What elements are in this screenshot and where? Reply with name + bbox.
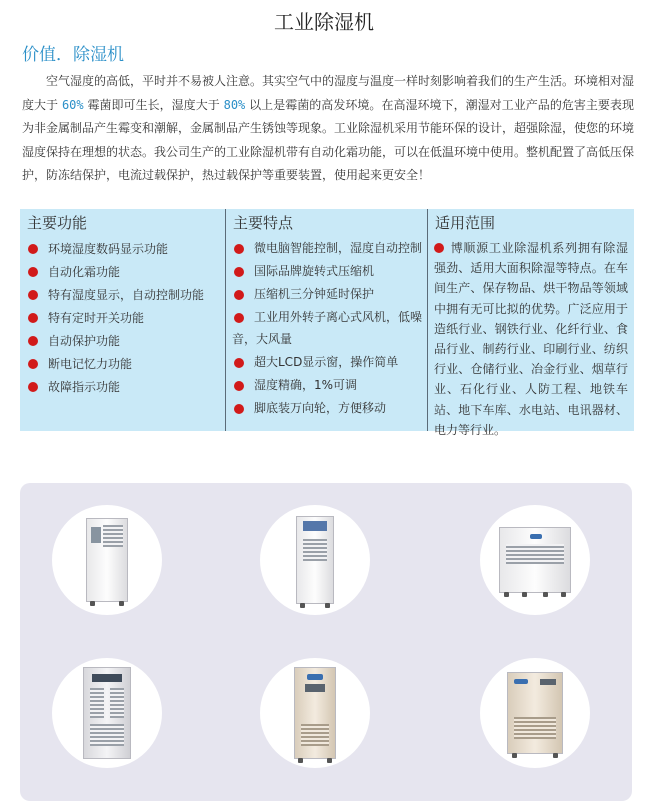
list-item-label: 微电脑智能控制，湿度自动控制	[254, 241, 423, 255]
section-subtitle: 价值．除湿机	[22, 45, 124, 65]
list-item	[232, 307, 427, 350]
list-item-label: 断电记忆力功能	[48, 357, 133, 371]
humidity-value-60: 60%	[61, 97, 84, 112]
list-item-label: 自动化霜功能	[48, 265, 121, 279]
characteristics-list	[226, 238, 427, 419]
list-item	[232, 261, 427, 283]
list-item-label: 压缩机三分钟延时保护	[254, 287, 375, 301]
list-item	[232, 238, 427, 260]
product-image-5[interactable]	[260, 658, 370, 768]
list-item-label: 特有湿度显示，自动控制功能	[48, 288, 205, 302]
list-item	[26, 238, 225, 261]
list-item	[26, 284, 225, 307]
intro-text-3: 以上是霉菌的高发环境。在高湿环境下，潮湿对工业产品的危害主要表现为非金属制品产生霉变和潮解，金属制品产生锈蚀等现象。工业除湿机采用节能环保的设计，超强除湿，使您的环境湿度保持在理想的状态。我公司生产的工业除湿机带有自动化霜功能，可以在低温环境中使用。整机配置了高低压保护，防冻结保护，电流过载保护，热过载保护等重要装置，使用起来更安全！	[22, 97, 635, 182]
list-item	[26, 261, 225, 284]
intro-text-2: 霉菌即可生长，湿度大于	[83, 97, 224, 112]
functions-column	[20, 209, 225, 431]
list-item	[232, 352, 427, 374]
list-item	[26, 307, 225, 330]
product-gallery	[20, 483, 632, 801]
dehumidifier-wide-white-icon	[499, 527, 571, 593]
bullet-icon	[234, 358, 244, 368]
functions-heading: 主要功能	[27, 214, 88, 232]
list-item-label: 湿度精确，1%可调	[254, 377, 358, 392]
dehumidifier-beige-wide-icon	[507, 672, 563, 754]
bullet-icon	[28, 313, 38, 323]
dehumidifier-tall-blue-panel-icon	[296, 516, 334, 604]
scope-text-block	[434, 238, 628, 440]
bullet-icon	[28, 267, 38, 277]
product-image-3[interactable]	[480, 505, 590, 615]
scope-column	[427, 209, 634, 437]
list-item-label: 国际品牌旋转式压缩机	[254, 264, 375, 278]
list-item-label: 脚底装万向轮，方便移动	[254, 400, 387, 415]
product-image-4[interactable]	[52, 658, 162, 768]
bullet-icon	[28, 336, 38, 346]
list-item	[26, 353, 225, 376]
characteristics-column	[225, 209, 427, 431]
characteristics-heading: 主要特点	[233, 214, 294, 232]
bullet-icon	[28, 382, 38, 392]
bullet-icon	[234, 313, 244, 323]
list-item-label: 环境湿度数码显示功能	[48, 242, 169, 256]
scope-heading: 适用范围	[435, 214, 496, 232]
scope-text: 博顺源工业除湿机系列拥有除湿强劲、适用大面积除湿等特点。在车间生产、保存物品、烘干物品等领域中拥有无可比拟的优势。广泛应用于造纸行业、钢铁行业、化纤行业、食品行业、制药行业、印刷行业、纺织行业、仓储行业、冶金行业、烟草行业、石化行业、人防工程、地铁车站、地下车库、水电站、电讯器材、电力等行业。	[434, 241, 628, 437]
page-title: 工业除湿机	[274, 10, 374, 34]
product-image-1[interactable]	[52, 505, 162, 615]
bullet-icon	[234, 267, 244, 277]
humidity-value-80: 80%	[223, 97, 246, 112]
bullet-icon	[234, 404, 244, 414]
bullet-icon	[234, 381, 244, 391]
list-item	[26, 330, 225, 353]
bullet-icon	[28, 290, 38, 300]
bullet-icon	[434, 243, 444, 253]
bullet-icon	[28, 359, 38, 369]
product-image-2[interactable]	[260, 505, 370, 615]
dehumidifier-tall-panel-icon	[86, 518, 128, 602]
features-table	[20, 209, 634, 437]
intro-text-1: 空气湿度的高低，平时并不易被人注意。其实空气中的湿度与温度一样时刻影响着我们的生产生活。环境相对湿度大于	[22, 74, 635, 112]
list-item-label: 超大LCD显示窗，操作简单	[254, 354, 399, 369]
list-item-label: 故障指示功能	[48, 380, 121, 394]
list-item	[232, 284, 427, 306]
bullet-icon	[234, 244, 244, 254]
dehumidifier-cabinet-icon	[83, 667, 131, 759]
list-item	[232, 375, 427, 397]
product-image-6[interactable]	[480, 658, 590, 768]
dehumidifier-beige-icon	[294, 667, 336, 759]
bullet-icon	[28, 244, 38, 254]
functions-list	[20, 238, 225, 399]
list-item-label: 特有定时开关功能	[48, 311, 145, 325]
list-item	[232, 398, 427, 420]
list-item	[26, 376, 225, 399]
list-item-label: 自动保护功能	[48, 334, 121, 348]
list-item-label: 工业用外转子离心式风机，低噪音，大风量	[232, 310, 423, 346]
bullet-icon	[234, 290, 244, 300]
intro-paragraph	[22, 70, 634, 188]
